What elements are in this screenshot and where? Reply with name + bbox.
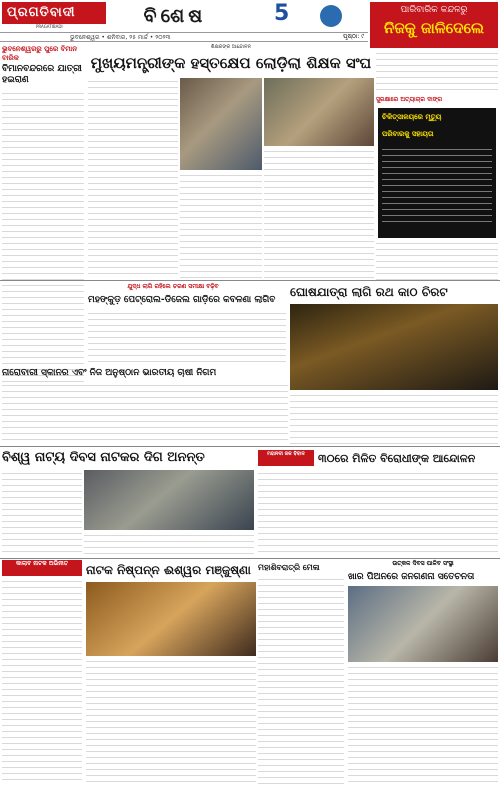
sidebar-top-text xyxy=(376,50,498,94)
sidebar-item-2: ଚିକିତ୍ସାଳୟରେ ମୃତ୍ୟୁ xyxy=(382,112,442,121)
left-headline-2: ବିମାନବନ୍ଦରରେ ଯାତ୍ରୀ ହଇରାଣ xyxy=(2,64,82,85)
sidebar-black-box xyxy=(378,108,496,238)
story5-headline: ବିଶ୍ୱ ନାଟ୍ୟ ଦିବସ ନାଟକର ଦିଗ ଅନନ୍ତ xyxy=(2,450,205,465)
divider-line xyxy=(0,558,500,559)
left-column-text xyxy=(2,90,84,410)
story9-kicker: ଉତ୍କଳ ଦିବସ ପାଳିବ ସଂସ୍ଥା xyxy=(392,560,454,567)
top-teaser-box xyxy=(370,2,498,48)
divider-line xyxy=(0,446,500,447)
story7-headline: ନାଟକ ନିଷ୍ପନ୍ନ ଈଶ୍ୱର ମଞ୍ଜୁଷ୍ଣା xyxy=(86,563,251,577)
story3-photo xyxy=(290,304,498,390)
story7-text-col1 xyxy=(2,578,82,784)
story5-photo xyxy=(84,470,254,530)
left-headline-1: ଭୁବନେଶ୍ୱରରୁ ପୁରେ ବିମାନ ବାରିକ xyxy=(2,44,78,62)
divider-line xyxy=(0,280,500,281)
story5-text-col2 xyxy=(84,532,254,556)
left-headline-block xyxy=(2,44,84,88)
anniversary-number: 5 xyxy=(274,1,290,26)
dateline-bar xyxy=(0,32,368,42)
story3-text xyxy=(290,392,498,444)
story7-photo xyxy=(86,582,256,656)
story9-headline: ଖାର ପିଅନରେ ଜନଗଣନା ସତେଚନତା xyxy=(348,572,475,582)
story8-headline: ମହାଶିବରାତ୍ରି ମେଳା xyxy=(258,562,320,572)
story7-kicker: କାଲାବ ନାଟକ ଅଭିନୀତ xyxy=(2,560,82,576)
main-story-text-col3 xyxy=(264,148,374,278)
main-story-text-col1 xyxy=(88,78,178,278)
story4-text xyxy=(2,382,288,444)
main-story-photo-1 xyxy=(180,78,262,170)
newspaper-logo: ପ୍ରଗତିବାଦୀ xyxy=(2,2,106,24)
issue-date: ଭୁବନେଶ୍ୱର • ଶନିବାର, ୨୫ ମାର୍ଚ୍ଚ • ୨୦୨୩ xyxy=(70,34,171,41)
section-title: ବିଶେଷ xyxy=(143,5,207,27)
story3-headline: ଘୋଷଯାତ୍ରା ଲାଗି ରଥ କାଠ ଚିରଟ xyxy=(290,285,448,299)
anniversary-badge xyxy=(272,3,358,31)
story2-kicker: ଯୁଦ୍ଧ ଲାଗି ରହିଲେ ଚରଣ ସମୀକ୍ଷା ବଢ଼ିବ xyxy=(127,283,219,290)
story4-headline: ନାରୋବାରୀ ସ୍କାନର ଏବଂ ନିଜ ଅନୁଷ୍ଠାନ ଭାରତୀୟ ଚାଷୀ ନିଗମ xyxy=(2,368,217,378)
story7-text-col2 xyxy=(86,658,256,784)
sidebar-item-3: ପରିବାରକୁ ସହାୟତା xyxy=(382,129,434,138)
sidebar-item-1: ସୁରକ୍ଷାରେ ଅତ୍ୟାଚାର ଦାଙ୍ଗ xyxy=(376,96,443,103)
main-story-text-col2 xyxy=(180,172,262,278)
story8-text xyxy=(258,576,344,784)
story6-headline: ୩୦ରେ ମିଳିତ ବିରୋଧୀଙ୍କ ଆନ୍ଦୋଳନ xyxy=(318,452,476,465)
page-number: ପୃଷ୍ଠା: ୯ xyxy=(343,33,365,40)
top-teaser-headline: ନିଜକୁ ଜାଳିଦେଲେ xyxy=(383,19,485,37)
main-story-headline: ମୁଖ୍ୟମନ୍ତ୍ରୀଙ୍କ ହସ୍ତକ୍ଷେପ ଲୋଡ଼ିଲା ଶିକ୍ଷକ ସଂଘ xyxy=(90,54,372,72)
story2-headline: ମହଙ୍କୁଡ଼ ପେଟ୍ରୋଲ-ଡିଜେଲ ଗାଡ଼ିରେ କବଳଣା ଲାଗିବ xyxy=(88,295,276,305)
story5-text-col1 xyxy=(2,470,82,556)
story6-text xyxy=(258,470,498,556)
seal-icon xyxy=(320,5,342,27)
story9-text xyxy=(348,664,498,784)
sidebar-bottom-text xyxy=(376,240,498,280)
logo-subtitle: PRAGATIBADI xyxy=(36,24,63,29)
story6-kicker: ମହାନଦୀ ଜଳ ବିବାଦ xyxy=(258,450,314,466)
story9-photo xyxy=(348,586,498,662)
main-story-kicker: ଶିକ୍ଷକଙ୍କ ଆନ୍ଦୋଳନ xyxy=(210,44,252,50)
top-teaser-kicker: ପାରିବାରିକ କନ୍ଦଳରୁ xyxy=(400,5,468,15)
main-story-photo-2 xyxy=(264,78,374,146)
sidebar-black-text xyxy=(382,146,492,226)
story2-text xyxy=(88,310,286,362)
